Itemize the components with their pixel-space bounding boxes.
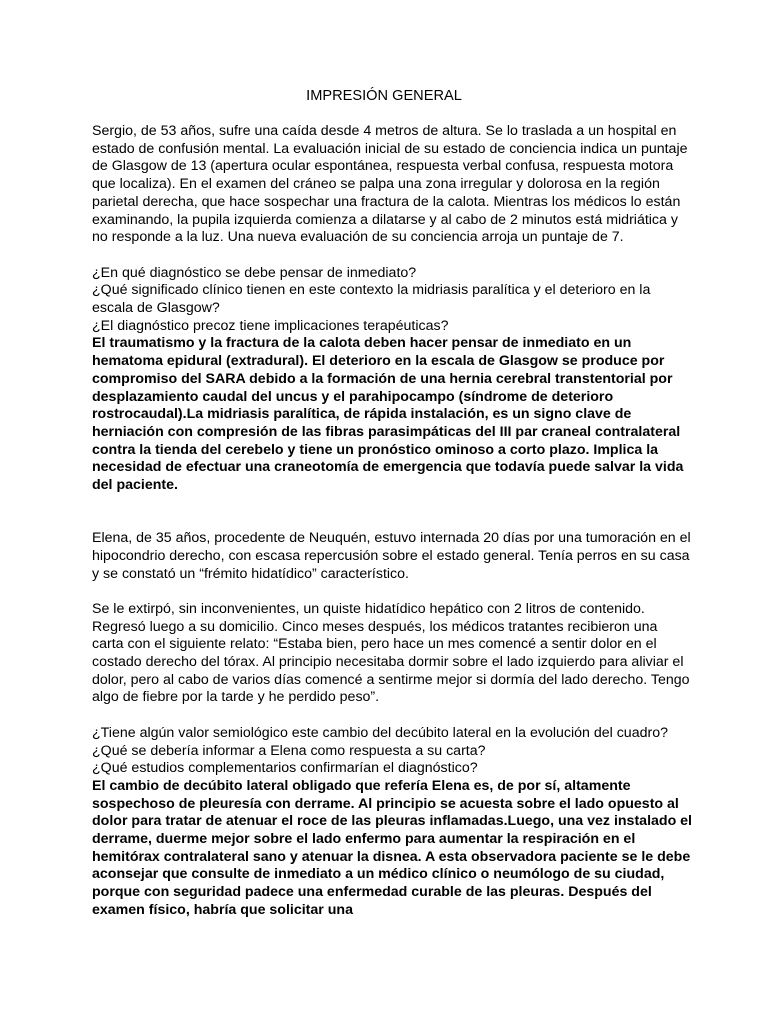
case2-answer: El cambio de decúbito lateral obligado que refería Elena es, de por sí, altamente sospechoso de pleuresía con derrame. Al principio se acuesta sobre el lado opuesto al dolor para tratar de atenuar el roce de las pleuras inflamadas.Luego, una vez instalado el derrame, duerme mejor sobre el lado enfermo para aumentar la respiración en el hemitórax contralateral sano y atenuar la disnea. A esta observadora paciente se le debe aconsejar que consulte de inmediato a un médico clínico o neumólogo de su ciudad, porque con seguridad padece una enfermedad curable de las pleuras. Después del examen físico, habría que solicitar una [92, 777, 693, 918]
case1-question-2: ¿Qué significado clínico tienen en este contexto la midriasis paralítica y el deterioro en la escala de Glasgow? [92, 282, 651, 317]
paragraph-spacer [92, 707, 692, 725]
case1-paragraph: Sergio, de 53 años, sufre una caída desde 4 metros de altura. Se lo traslada a un hospital en estado de confusión mental. La evaluación inicial de su estado de conciencia indica un puntaje de Glasgow de 13 (apertura ocular espontánea, respuesta verbal confusa, respuesta motora que localiza). En el examen del cráneo se palpa una zona irregular y dolorosa en la región parietal derecha, que hace sospechar una fractura de la calota. Mientras los médicos lo están examinando, la pupila izquierda comienza a dilatarse y al cabo de 2 minutos está midriática y no responde a la luz. Una nueva evaluación de su conciencia arroja un puntaje de 7. [92, 123, 688, 246]
case1-answer: El traumatismo y la fractura de la calota deben hacer pensar de inmediato en un hematoma epidural (extradural). El deterioro en la escala de Glasgow se produce por compromiso del SARA debido a la formación de una hernia cerebral transtentorial por desplazamiento caudal del uncus y el parahipocampo (síndrome de deterioro rostrocaudal).La midriasis paralítica, de rápida instalación, es un signo clave de herniación con compresión de las fibras parasimpáticas del III par craneal contralateral contra la tienda del cerebelo y tiene un pronóstico ominoso a corto plazo. Implica la necesidad de efectuar una craneotomía de emergencia que todavía puede salvar la vida del paciente. [92, 335, 684, 494]
case2-question-3: ¿Qué estudios complementarios confirmarían el diagnóstico? [92, 760, 478, 777]
document-title: IMPRESIÓN GENERAL [306, 88, 462, 104]
section-spacer [92, 495, 692, 530]
case2-paragraph-2: Se le extirpó, sin inconvenientes, un quiste hidatídico hepático con 2 litros de contenido. Regresó luego a su domicilio. Cinco meses después, los médicos tratantes recibieron una carta con el siguiente relato: “Estaba bien, pero hace un mes comencé a sentir dolor en el costado derecho del tórax. Al principio necesitaba dormir sobre el lado izquierdo para aliviar el dolor, pero al cabo de varios días comencé a sentirme mejor si dormía del lado derecho. Tengo algo de fiebre por la tarde y he perdido peso”. [92, 600, 690, 706]
case1-question-1: ¿En qué diagnóstico se debe pensar de inmediato? [92, 264, 417, 281]
case2-question-1: ¿Tiene algún valor semiológico este cambio del decúbito lateral en la evolución del cuadro? [92, 724, 668, 741]
case1-question-3: ¿El diagnóstico precoz tiene implicaciones terapéuticas? [92, 317, 449, 334]
document-body [92, 123, 692, 920]
paragraph-spacer [92, 583, 692, 601]
case2-question-2: ¿Qué se debería informar a Elena como respuesta a su carta? [92, 742, 486, 759]
case2-paragraph-1: Elena, de 35 años, procedente de Neuquén, estuvo internada 20 días por una tumoración en el hipocondrio derecho, con escasa repercusión sobre el estado general. Tenía perros en su casa y se constató un “frémito hidatídico” característico. [92, 530, 691, 582]
paragraph-spacer [92, 247, 692, 265]
